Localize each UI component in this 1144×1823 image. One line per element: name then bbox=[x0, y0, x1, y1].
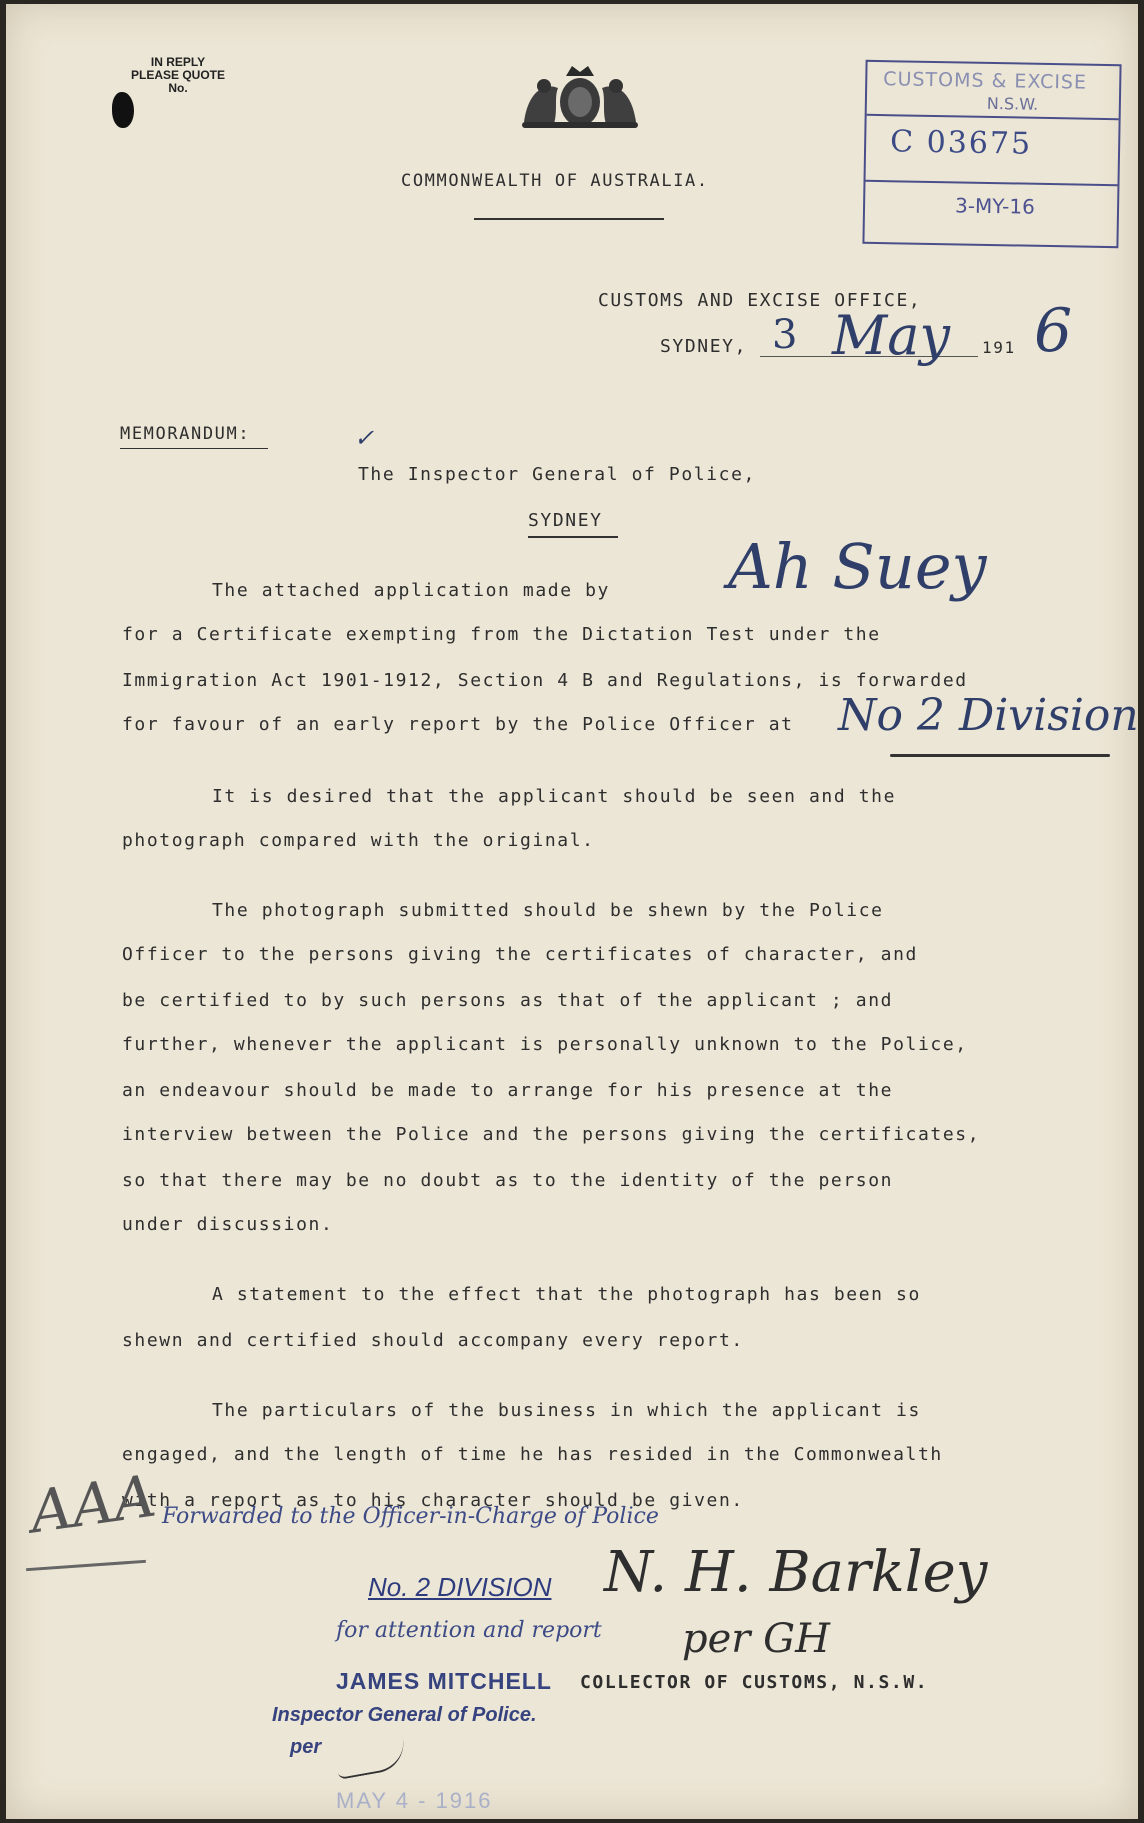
para3-line: an endeavour should be made to arrange for his presence at the bbox=[122, 1080, 894, 1101]
title-underline bbox=[474, 218, 664, 220]
collector-title: COLLECTOR OF CUSTOMS, N.S.W. bbox=[580, 1672, 929, 1693]
police-division: No 2 Division bbox=[838, 690, 1139, 741]
forwarded-stamp-line: for attention and report bbox=[336, 1618, 602, 1643]
collector-name-stamp: JAMES MITCHELL bbox=[336, 1668, 552, 1694]
inspector-scrawl bbox=[334, 1738, 408, 1780]
para3-line: under discussion. bbox=[122, 1214, 334, 1235]
para3-line: further, whenever the applicant is personally unknown to the Police, bbox=[122, 1034, 968, 1055]
para1-line: The attached application made by bbox=[212, 580, 610, 601]
para3-line: so that there may be no doubt as to the identity of the person bbox=[122, 1170, 894, 1191]
memorandum-label: MEMORANDUM: bbox=[120, 424, 251, 444]
organisation-title: COMMONWEALTH OF AUSTRALIA. bbox=[401, 171, 709, 191]
para4-line: A statement to the effect that the photograph has been so bbox=[212, 1284, 921, 1305]
addressee: The Inspector General of Police, bbox=[358, 464, 756, 485]
reply-note bbox=[118, 56, 238, 95]
para5-line: The particulars of the business in which the applicant is bbox=[212, 1400, 921, 1421]
para2-line: photograph compared with the original. bbox=[122, 830, 595, 851]
para3-line: be certified to by such persons as that of the applicant ; and bbox=[122, 990, 894, 1011]
para1-line: Immigration Act 1901-1912, Section 4 B and Regulations, is forwarded bbox=[122, 670, 968, 691]
reply-note-line: No. bbox=[168, 81, 188, 95]
customs-received-stamp bbox=[862, 60, 1121, 248]
reply-note-line: IN REPLY bbox=[150, 55, 206, 69]
para3-line: Officer to the persons giving the certificates of character, and bbox=[122, 944, 918, 965]
para5-line: engaged, and the length of time he has resided in the Commonwealth bbox=[122, 1444, 943, 1465]
per-initials: per GH bbox=[682, 1616, 830, 1662]
ink-blot bbox=[112, 92, 134, 128]
memorandum-page bbox=[6, 4, 1138, 1819]
date-year-prefix: 191 bbox=[982, 338, 1016, 357]
para5-line: with a report as to his character should be given. bbox=[122, 1490, 744, 1511]
para3-line: The photograph submitted should be shewn by the Police bbox=[212, 900, 884, 921]
inspector-general-per: per bbox=[290, 1736, 322, 1758]
para1-line: for a Certificate exempting from the Dictation Test under the bbox=[122, 624, 881, 645]
margin-initials: AAA bbox=[25, 1461, 160, 1547]
inspector-general-stamp: Inspector General of Police. bbox=[272, 1704, 537, 1726]
office-city: SYDNEY, bbox=[660, 336, 748, 357]
collector-signature: N. H. Barkley bbox=[604, 1540, 988, 1605]
stamp-divider bbox=[865, 180, 1117, 186]
division-underline bbox=[890, 754, 1110, 757]
applicant-name: Ah Suey bbox=[728, 530, 987, 603]
margin-stroke bbox=[26, 1560, 146, 1571]
stamp-state: N.S.W. bbox=[986, 93, 1039, 114]
stamp-date: 3-MY-16 bbox=[954, 193, 1036, 219]
tick-mark: ✓ bbox=[354, 424, 375, 452]
office-name: CUSTOMS AND EXCISE OFFICE, bbox=[598, 290, 922, 311]
forwarded-division: No. 2 DIVISION bbox=[368, 1572, 552, 1602]
para4-line: shewn and certified should accompany every report. bbox=[122, 1330, 744, 1351]
date-day: 3 bbox=[772, 312, 798, 358]
date-month: May bbox=[832, 304, 950, 367]
para3-line: interview between the Police and the persons giving the certificates, bbox=[122, 1124, 981, 1145]
para2-line: It is desired that the applicant should be seen and the bbox=[212, 786, 897, 807]
coat-of-arms-emblem bbox=[514, 62, 646, 132]
date-year-suffix: 6 bbox=[1034, 296, 1073, 366]
inspector-general-date: MAY 4 - 1916 bbox=[336, 1788, 493, 1813]
addressee-city: SYDNEY bbox=[528, 510, 603, 531]
addressee-city-underline bbox=[528, 536, 618, 538]
forwarded-stamp-line: Forwarded to the Officer-in-Charge of Police bbox=[162, 1504, 659, 1529]
reply-note-line: PLEASE QUOTE bbox=[130, 68, 225, 82]
para1-line: for favour of an early report by the Police Officer at bbox=[122, 714, 794, 735]
memorandum-underline bbox=[120, 448, 268, 449]
stamp-dept: CUSTOMS & EXCISE bbox=[883, 68, 1088, 94]
stamp-divider bbox=[867, 114, 1119, 120]
stamp-number: C 03675 bbox=[889, 124, 1033, 162]
